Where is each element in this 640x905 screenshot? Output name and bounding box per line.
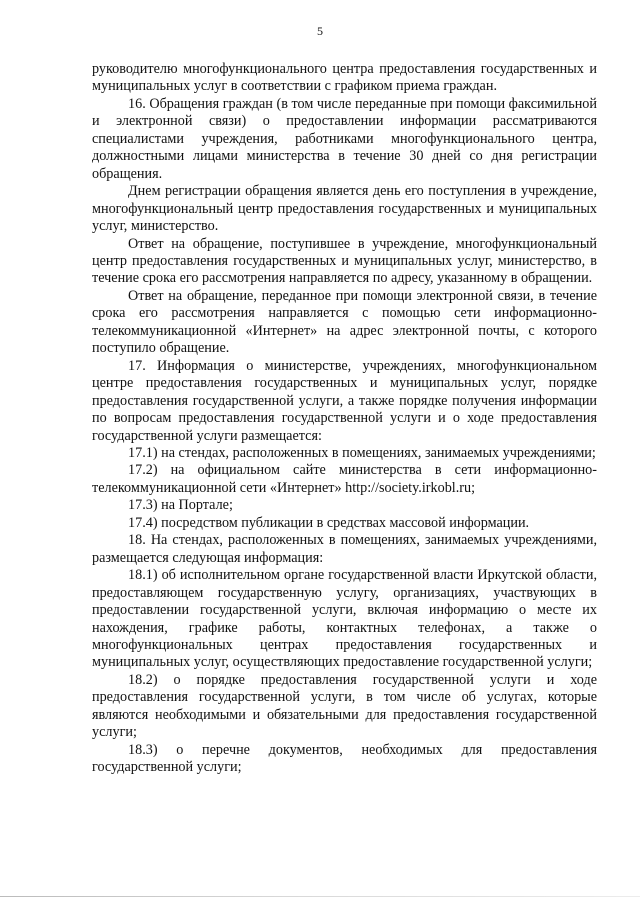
- paragraph-registration-day: Днем регистрации обращения является день его поступления в учреждение, многофункциональный центр предоставления государственных и муниципальных услуг, министерство.: [92, 183, 597, 235]
- paragraph-18: 18. На стендах, расположенных в помещениях, занимаемых учреждениями, размещается следующая информация:: [92, 532, 597, 566]
- paragraph-18-3: 18.3) о перечне документов, необходимых для предоставления государственной услуги;: [92, 741, 597, 776]
- paragraph-answer-address: Ответ на обращение, поступившее в учреждение, многофункциональный центр предоставления государственных и муниципальных услуг, министерство, в течение срока его рассмотрения направляется по адресу, указанному в обращении.: [92, 235, 597, 287]
- paragraph-continuation: руководителю многофункционального центра предоставления государственных и муниципальных услуг в соответствии с графиком приема граждан.: [92, 61, 597, 95]
- paragraph-17-1: 17.1) на стендах, расположенных в помещениях, занимаемых учреждениями;: [128, 444, 596, 461]
- paragraph-17: 17. Информация о министерстве, учреждениях, многофункциональном центре предоставления государственных и муниципальных услуг, порядке предоставления государственной услуги, а также порядке получения информации по вопросам предоставления государственной услуги и о ходе предоставления государственной услуги размещается:: [92, 357, 597, 444]
- scan-edge-line: [0, 896, 640, 897]
- paragraph-16: 16. Обращения граждан (в том числе переданные при помощи факсимильной и электронной связи) о предоставлении информации рассматриваются специалистами учреждения, работниками многофункционального центра, должностными лицами министерства в течение 30 дней со дня регистрации обращения.: [92, 95, 597, 182]
- paragraph-17-4: 17.4) посредством публикации в средствах массовой информации.: [128, 514, 530, 531]
- page-number: 5: [317, 24, 323, 38]
- paragraph-18-2: 18.2) о порядке предоставления государственной услуги и ходе предоставления государственной услуги, в том числе об услугах, которые являются необходимыми и обязательными для предоставления государственной услуги;: [92, 671, 597, 741]
- paragraph-17-3: 17.3) на Портале;: [128, 497, 233, 514]
- document-body: [92, 61, 597, 777]
- paragraph-18-1: 18.1) об исполнительном органе государственной власти Иркутской области, предоставляющем государственную услугу, организациях, участвующих в предоставлении государственной услуги, включая информацию о месте их нахождения, графике работы, контактных телефонах, а также о многофункциональных центрах предоставления государственных и муниципальных услуг, осуществляющих предоставление государственной услуги;: [92, 567, 597, 671]
- paragraph-answer-email: Ответ на обращение, переданное при помощи электронной связи, в течение срока его рассмотрения направляется с помощью сети информационно-телекоммуникационной «Интернет» на адрес электронной почты, с которого поступило обращение.: [92, 287, 597, 357]
- paragraph-17-2: 17.2) на официальном сайте министерства в сети информационно-телекоммуникационной сети «Интернет» http://society.irkobl.ru;: [92, 462, 597, 496]
